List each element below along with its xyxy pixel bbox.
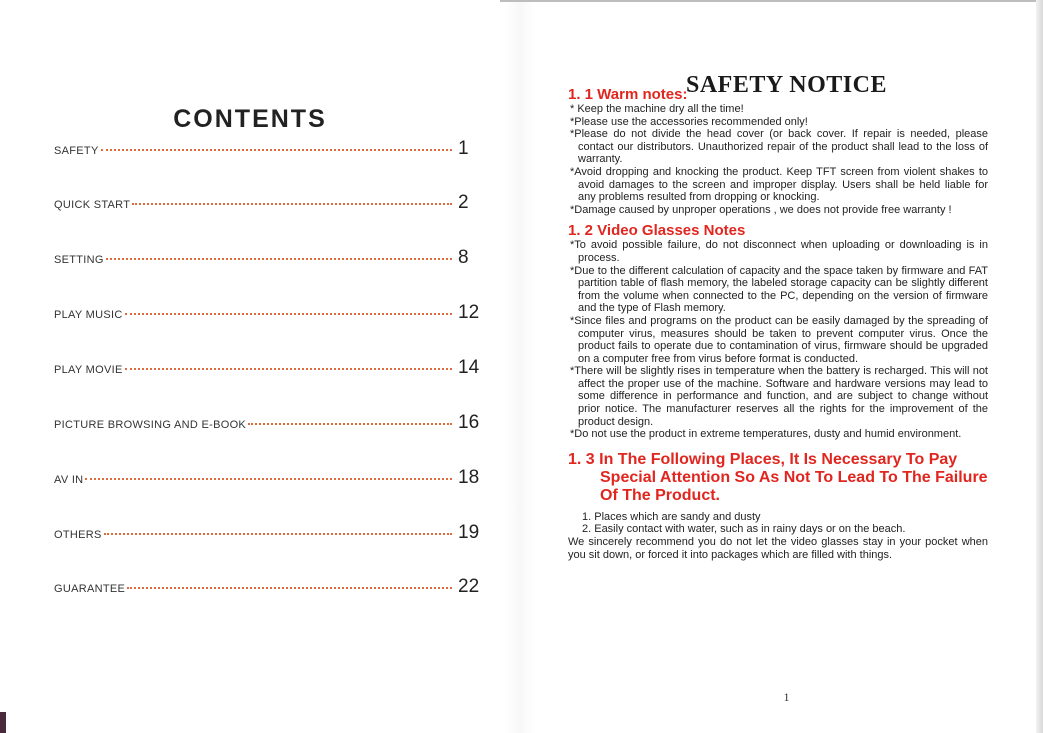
safety-notice-page xyxy=(530,0,1043,733)
toc-label: AV IN xyxy=(54,474,84,486)
toc-entry-play-music[interactable] xyxy=(54,302,484,326)
section-heading-special-places xyxy=(568,451,988,505)
notice-item: * Keep the machine dry all the time! xyxy=(570,103,744,115)
toc-label: PLAY MOVIE xyxy=(54,364,123,376)
toc-label: OTHERS xyxy=(54,529,102,541)
toc-leader-dots xyxy=(85,478,452,480)
toc-page-number: 2 xyxy=(458,192,469,213)
safety-title: SAFETY NOTICE xyxy=(686,72,887,99)
toc-label: SETTING xyxy=(54,254,104,266)
place-item: 2. Easily contact with water, such as in rainy days or on the beach. xyxy=(582,523,906,536)
toc-page-number: 18 xyxy=(458,467,480,488)
notice-item: *Avoid dropping and knocking the product. Keep TFT screen from violent shakes to avoid damages to the screen and improper display. Users shall be held liable for any problems resulted from dropping or knocking. xyxy=(570,165,988,204)
toc-page-number: 22 xyxy=(458,576,480,597)
toc-page-number: 16 xyxy=(458,412,480,433)
toc-label: PLAY MUSIC xyxy=(54,309,123,321)
toc-entry-guarantee[interactable] xyxy=(54,576,484,600)
toc-label: SAFETY xyxy=(54,145,99,157)
toc-page-number: 12 xyxy=(458,302,480,323)
contents-page xyxy=(0,0,510,733)
section-heading-video-glasses: 1. 2 Video Glasses Notes xyxy=(568,222,746,240)
contents-title: CONTENTS xyxy=(173,104,327,133)
toc-entry-av-in[interactable] xyxy=(54,467,484,491)
toc-leader-dots xyxy=(132,203,452,205)
toc-label: PICTURE BROWSING AND E-BOOK xyxy=(54,419,247,431)
notice-item: *Please use the accessories recommended only! xyxy=(570,115,808,128)
notice-item: *There will be slightly rises in temperature when the battery is recharged. This will not affect the proper use of the machine. Software and hardware versions may lead to some difference in performance and function, and are subject to change without prior notice. The manufacturer reserves all the rights for the improvement of the product design. xyxy=(570,365,988,428)
notice-item: *Damage caused by unproper operations , we does not provide free warranty ! xyxy=(570,203,952,216)
notice-item: *Please do not divide the head cover (or back cover. If repair is needed, please contact our distributors. Unauthorized repair of the product shall lead to the loss of warranty. xyxy=(570,128,988,166)
toc-leader-dots xyxy=(127,587,452,589)
notice-item: *To avoid possible failure, do not disconnect when uploading or downloading is in process. xyxy=(570,239,988,264)
place-item: 1. Places which are sandy and dusty xyxy=(582,510,761,523)
toc-label: GUARANTEE xyxy=(54,583,126,595)
toc-label: QUICK START xyxy=(54,199,131,211)
toc-leader-dots xyxy=(106,258,452,260)
toc-leader-dots xyxy=(125,313,452,315)
toc-page-number: 8 xyxy=(458,247,469,268)
closing-paragraph: We sincerely recommend you do not let the video glasses stay in your pocket when you sit down, or forced it into packages which are filled with things. xyxy=(568,536,988,561)
toc-entry-safety[interactable] xyxy=(54,138,484,162)
heading-line: Special Attention So As Not To Lead To The Failure xyxy=(600,468,988,486)
heading-line: 1. 3 In The Following Places, It Is Necessary To Pay xyxy=(568,450,958,468)
toc-page-number: 14 xyxy=(458,357,480,378)
heading-line: Of The Product. xyxy=(600,486,720,504)
page-number: 1 xyxy=(783,690,790,704)
toc-entry-quick-start[interactable] xyxy=(54,192,484,216)
safety-body xyxy=(568,86,988,561)
toc-page-number: 1 xyxy=(458,138,469,159)
toc-entry-setting[interactable] xyxy=(54,247,484,271)
toc-leader-dots xyxy=(248,423,452,425)
toc-leader-dots xyxy=(125,368,452,370)
toc-leader-dots xyxy=(101,149,452,151)
toc-entry-picture-ebook[interactable] xyxy=(54,412,484,436)
notice-item: *Do not use the product in extreme temperatures, dusty and humid environment. xyxy=(570,428,962,441)
toc-entry-others[interactable] xyxy=(54,522,484,546)
notice-item: *Since files and programs on the product can be easily damaged by the spreading of computer virus, measures should be taken to prevent computer virus. Once the product fails to operate due to contamination of virus, firmware should be upgraded on a computer free from virus before format is conducted. xyxy=(570,314,988,365)
toc-leader-dots xyxy=(104,533,452,535)
toc-entry-play-movie[interactable] xyxy=(54,357,484,381)
toc-page-number: 19 xyxy=(458,522,480,543)
notice-item: *Due to the different calculation of capacity and the space taken by firmware and FAT partition table of flash memory, the labeled storage capacity can be slightly different from the volume when connected to the PC, depending on the version of firmware and the type of Flash memory. xyxy=(570,264,988,315)
section-heading-warm-notes: 1. 1 Warm notes: xyxy=(568,86,688,103)
